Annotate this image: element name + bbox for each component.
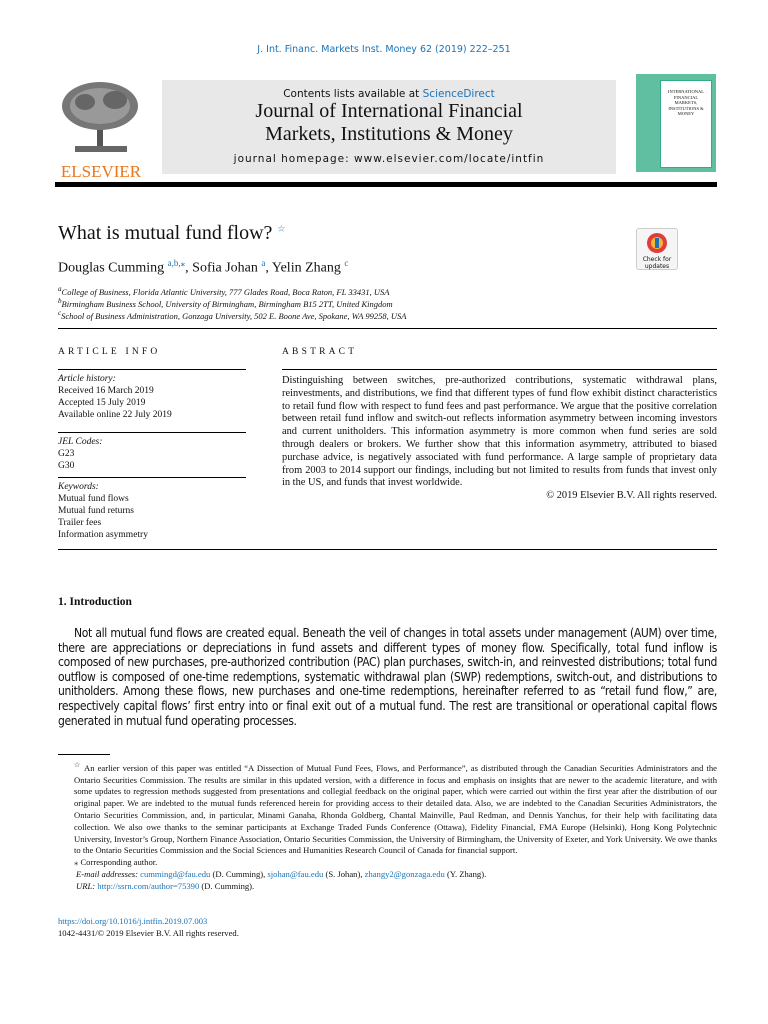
publisher-name: ELSEVIER [60, 162, 142, 181]
email-link[interactable]: zhangy2@gonzaga.edu [364, 869, 445, 880]
issn-copyright: 1042-4431/© 2019 Elsevier B.V. All rights reserved. [58, 928, 239, 938]
cover-page [660, 80, 712, 168]
abstract-heading: ABSTRACT [282, 347, 358, 357]
elsevier-tree-icon [55, 80, 147, 160]
email-link[interactable]: sjohan@fau.edu [267, 869, 324, 880]
keywords: Keywords: Mutual fund flows Mutual fund returns Trailer fees Information asymmetry [58, 482, 148, 540]
doi-link[interactable]: https://doi.org/10.1016/j.intfin.2019.07.003 [58, 916, 208, 926]
article-info-heading: ARTICLE INFO [58, 347, 161, 357]
journal-homepage: journal homepage: www.elsevier.com/locate/intfin [233, 153, 545, 165]
author-affiliation-mark[interactable]: a [261, 258, 266, 268]
paper-title: What is mutual fund flow? ☆ [58, 222, 286, 244]
check-updates-icon [646, 232, 668, 254]
affiliation: $^a$College of Business, Florida Atlantic University, 777 Glades Road, Boca Raton, FL 33431, USA [58, 285, 390, 297]
divider [58, 432, 246, 433]
journal-title: Journal of International Financial Markets, Institutions & Money [255, 100, 523, 145]
cover-title: INTERNATIONAL FINANCIAL MARKETS, INSTITUTIONS & MONEY [668, 89, 704, 116]
abstract-copyright: © 2019 Elsevier B.V. All rights reserved. [546, 490, 717, 502]
affiliation: $^b$Birmingham Business School, University of Birmingham, Birmingham B15 2TT, United Kingdom [58, 297, 393, 309]
check-for-updates-badge[interactable]: Check for updates [636, 228, 678, 270]
elsevier-logo [55, 80, 147, 181]
footnotes [58, 760, 717, 893]
divider [58, 369, 246, 370]
author-affiliation-mark[interactable]: a,b,⁎ [167, 258, 186, 268]
author-name: Sofia Johan [192, 260, 258, 276]
email-addresses: E-mail addresses: cummingd@fau.edu (D. Cumming), sjohan@fau.edu (S. Johan), zhangy2@gonzaga.edu (Y. Zhang). [76, 869, 487, 880]
acknowledgement-footnote: ☆ An earlier version of this paper was entitled “A Dissection of Mutual Fund Fees, Flows, and Performance”, as distributed through the Canadian Securities Administrators and the Ontario Securities Commission. The results are similar in this updated version, with a difference in focus and emphasis on insights that are newer to the academic literature, and with some updates to regression methods suggested from presentations and collegial feedback on the original paper, which were carried out within the first year after the distribution of our original paper. We are indebted to the mutual funds referenced herein for providing access to their detailed data. Also, we are indebted to the Canadian Securities Administrators, the Ontario Securities Commission, and, in particular, Minami Ganaha, Rhonda Goldberg, Chantal Mainville, Paul Redman, and Dennis Yanchus, for their help with facilitating data collection. We also owe thanks to the seminar participants at Exchange Traded Funds Conference (Ottawa), Fidelity Financial, FMA Europe (Helsinki), Hong Kong Polytechnic University, Investor’s Group, Northern Finance Association, Ontario Securities Commission, the University of Birmingham, the University of Exeter, and York University. We owe thanks to the Ontario Securities Commission and the Social Sciences and Humanities Research Council of Canada for financial support. [74, 761, 717, 856]
affiliation: $^c$School of Business Administration, Gonzaga University, 502 E. Boone Ave, Spokane, WA 99258, USA [58, 309, 407, 321]
footnote-rule [58, 754, 110, 755]
sciencedirect-link[interactable]: ScienceDirect [422, 88, 495, 100]
author-name: Douglas Cumming [58, 260, 165, 276]
ssrn-link[interactable]: http://ssrn.com/author=75390 [97, 880, 200, 891]
email-link[interactable]: cummingd@fau.edu [140, 869, 211, 880]
divider [58, 549, 717, 550]
abstract-text: Distinguishing between switches, pre-authorized contributions, systematic withdrawal plans, reinvestments, and distributions, we find that different types of fund flow exhibit distinct characteristics to retail fund flow with respect to fund fees and past performance. We argue that the positive correlation between retail fund inflow and switch-out reflects information asymmetry between incoming investors and current unitholders. This information asymmetry is more common when fund series are sold through dealers or brokers. We further show that this information asymmetry, attributed to biased purchase advice, is negatively associated with fund performance. A large sample of proprietary data from 2003 to 2014 support our findings, including but not limited to results from funds that invest only in the US, and funds that invest worldwide. © 2019 Elsevier B.V. All rights reserved. [282, 375, 717, 502]
corresponding-author-note: ⁎ Corresponding author. [74, 857, 158, 868]
journal-banner [162, 80, 616, 174]
header-rule [55, 182, 717, 187]
journal-citation[interactable]: J. Int. Financ. Markets Inst. Money 62 (2019) 222–251 [257, 44, 511, 55]
author-name: Yelin Zhang [271, 260, 341, 276]
divider [58, 477, 246, 478]
author-affiliation-mark[interactable]: c [344, 258, 349, 268]
article-history: Article history: Received 16 March 2019 Accepted 15 July 2019 Available online 22 July 2019 [58, 374, 172, 420]
jel-codes: JEL Codes: G23 G30 [58, 437, 103, 471]
author-list: Douglas Cumming $^{a,b,⁎}$, Sofia Johan $^a$, Yelin Zhang $^c$ [58, 258, 349, 276]
divider [282, 369, 717, 370]
homepage-link[interactable]: www.elsevier.com/locate/intfin [354, 153, 545, 165]
intro-paragraph: Not all mutual fund flows are created equal. Beneath the veil of changes in total assets under management (AUM) over time, there are appreciations or depreciations in fund assets and different types of money flow. Specifically, total fund inflow is composed of new purchases, pre-authorized contribution (PAC) plan purchases, switch-in, and reinvested distributions; total fund outflow is composed of one-time redemptions, systematic withdrawal plan (SWP) redemptions, switch-out, and distributions to unitholders. Among these flows, new purchases and one-time redemptions, hereinafter referred to as “retail fund flow,” are, respectively capital flows’ first entry into or final exit out of a mutual fund. The rest are transitional or operational capital flows generated in mutual fund operating processes. [58, 626, 717, 728]
section-heading: 1. Introduction [58, 596, 132, 608]
title-footnote-mark[interactable]: ☆ [277, 223, 286, 234]
journal-cover[interactable] [636, 74, 716, 172]
divider [58, 328, 717, 329]
author-url: URL: http://ssrn.com/author=75390 (D. Cumming). [76, 880, 255, 891]
contents-line: Contents lists available at ScienceDirect [283, 88, 495, 100]
